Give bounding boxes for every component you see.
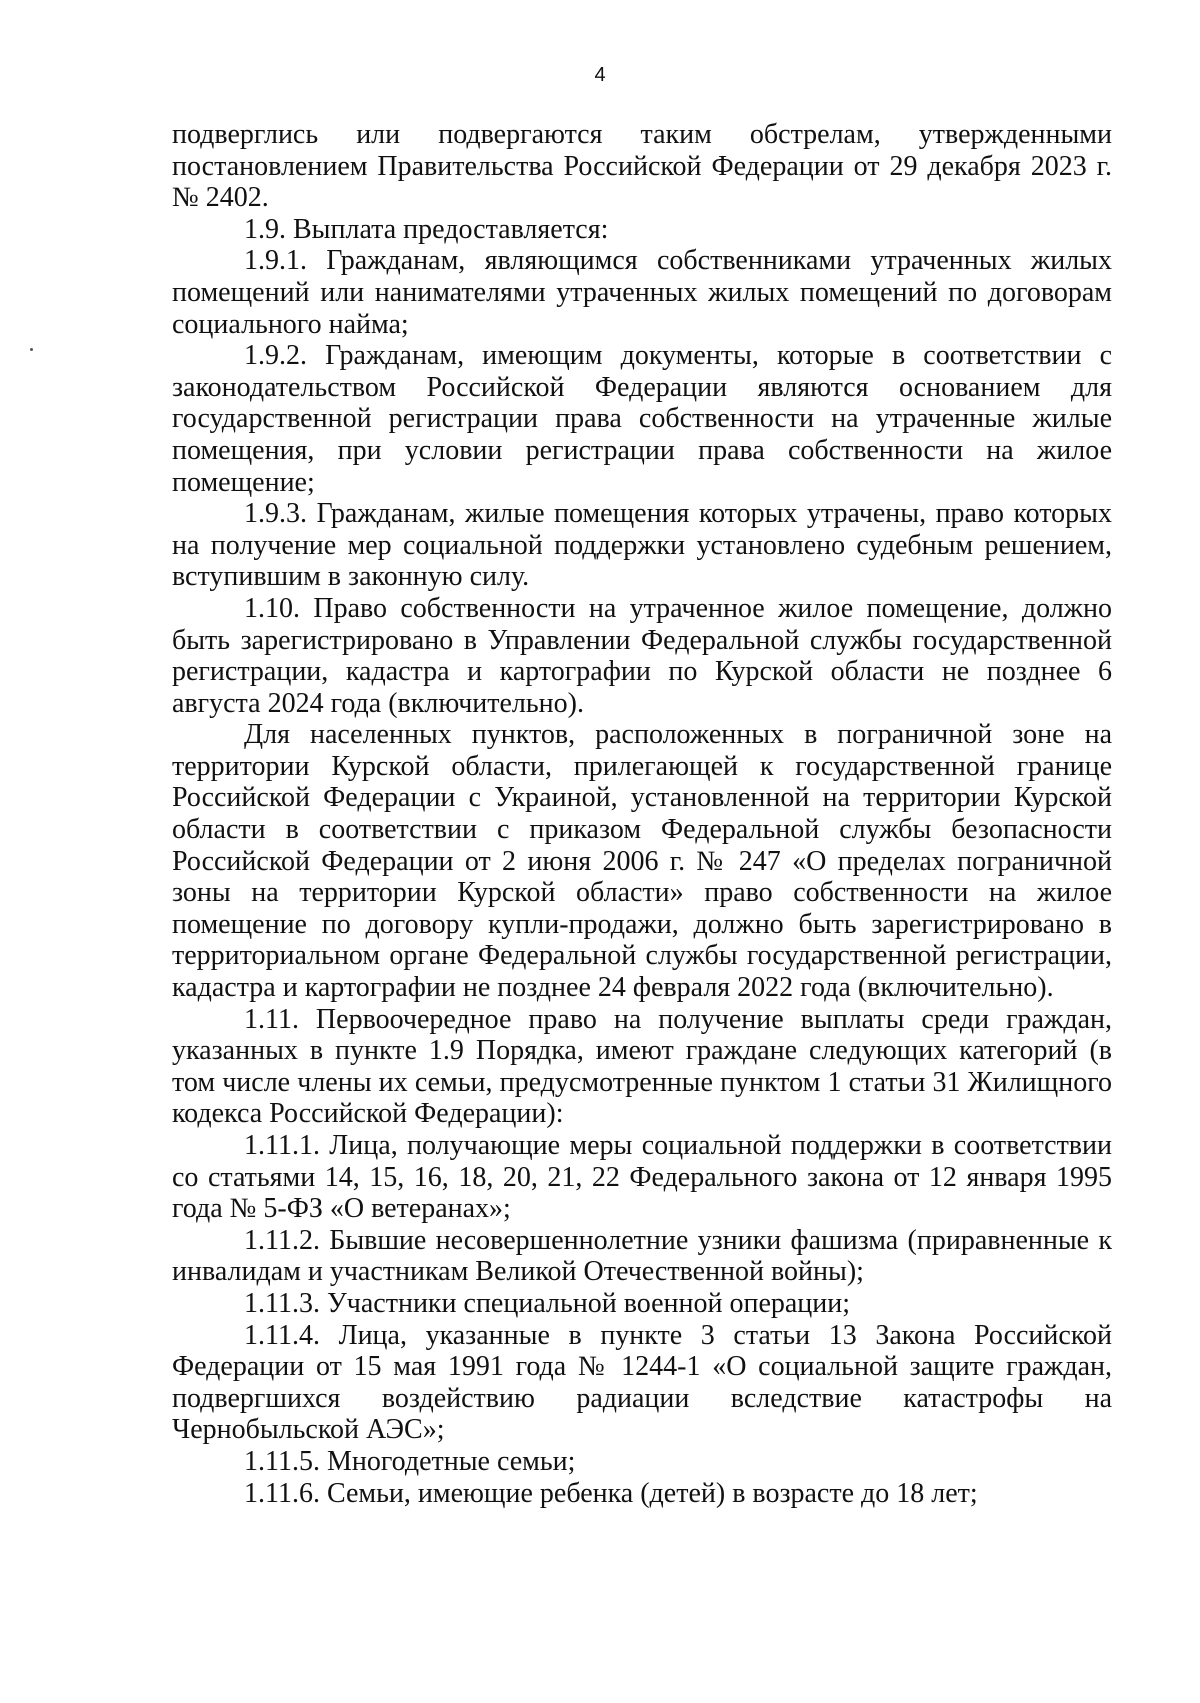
paragraph-1-9-2: 1.9.2. Гражданам, имеющим документы, которые в соответствии с законодательством Российской Федерации являются основанием для государственной регистрации права собственности на утраченные жилые помещения, при условии регистрации права собственности на жилое помещение; xyxy=(172,340,1112,498)
paragraph-1-9: 1.9. Выплата предоставляется: xyxy=(244,213,609,245)
paragraph-1-11-6: 1.11.6. Семьи, имеющие ребенка (детей) в возрасте до 18 лет; xyxy=(244,1477,978,1509)
paragraph-border-zone: Для населенных пунктов, расположенных в пограничной зоне на территории Курской области, прилегающей к государственной границе Российской Федерации с Украиной, установленной на территории Курской области в соответствии с приказом Федеральной службы безопасности Российской Федерации от 2 июня 2006 г. № 247 «О пределах пограничной зоны на территории Курской области» право собственности на жилое помещение по договору купли-продажи, должно быть зарегистрировано в территориальном органе Федеральной службы государственной регистрации, кадастра и картографии не позднее 24 февраля 2022 года (включительно). xyxy=(172,719,1112,1004)
page-number: 4 xyxy=(594,64,606,86)
paragraph-1-11-1: 1.11.1. Лица, получающие меры социальной поддержки в соответствии со статьями 14, 15, 16, 18, 20, 21, 22 Федерального закона от 12 января 1995 года № 5-ФЗ «О ветеранах»; xyxy=(172,1130,1112,1225)
paragraph-1-11-2: 1.11.2. Бывшие несовершеннолетние узники фашизма (приравненные к инвалидам и участникам Великой Отечественной войны); xyxy=(172,1224,1112,1288)
document-body xyxy=(172,119,1112,1509)
paragraph-1-11-4: 1.11.4. Лица, указанные в пункте 3 статьи 13 Закона Российской Федерации от 15 мая 1991 года № 1244-1 «О социальной защите граждан, подвергшихся воздействию радиации вследствие катастрофы на Чернобыльской АЭС»; xyxy=(172,1319,1112,1446)
paragraph-1-11-5: 1.11.5. Многодетные семьи; xyxy=(244,1445,576,1477)
paragraph-1-11-3: 1.11.3. Участники специальной военной операции; xyxy=(244,1287,851,1319)
paragraph-1-9-3: 1.9.3. Гражданам, жилые помещения которых утрачены, право которых на получение мер социальной поддержки установлено судебным решением, вступившим в законную силу. xyxy=(172,498,1112,593)
paragraph-1-9-1: 1.9.1. Гражданам, являющимся собственниками утраченных жилых помещений или нанимателями утраченных жилых помещений по договорам социального найма; xyxy=(172,245,1112,340)
scan-speck xyxy=(30,348,33,351)
paragraph-1-10: 1.10. Право собственности на утраченное жилое помещение, должно быть зарегистрировано в Управлении Федеральной службы государственной регистрации, кадастра и картографии по Курской области не позднее 6 августа 2024 года (включительно). xyxy=(172,592,1112,719)
paragraph-1-11: 1.11. Первоочередное право на получение выплаты среди граждан, указанных в пункте 1.9 Порядка, имеют граждане следующих категорий (в том числе члены их семьи, предусмотренные пунктом 1 статьи 31 Жилищного кодекса Российской Федерации): xyxy=(172,1003,1112,1130)
paragraph-continuation: подверглись или подвергаются таким обстрелам, утвержденными постановлением Правительства Российской Федерации от 29 декабря 2023 г. № 2402. xyxy=(172,119,1112,214)
